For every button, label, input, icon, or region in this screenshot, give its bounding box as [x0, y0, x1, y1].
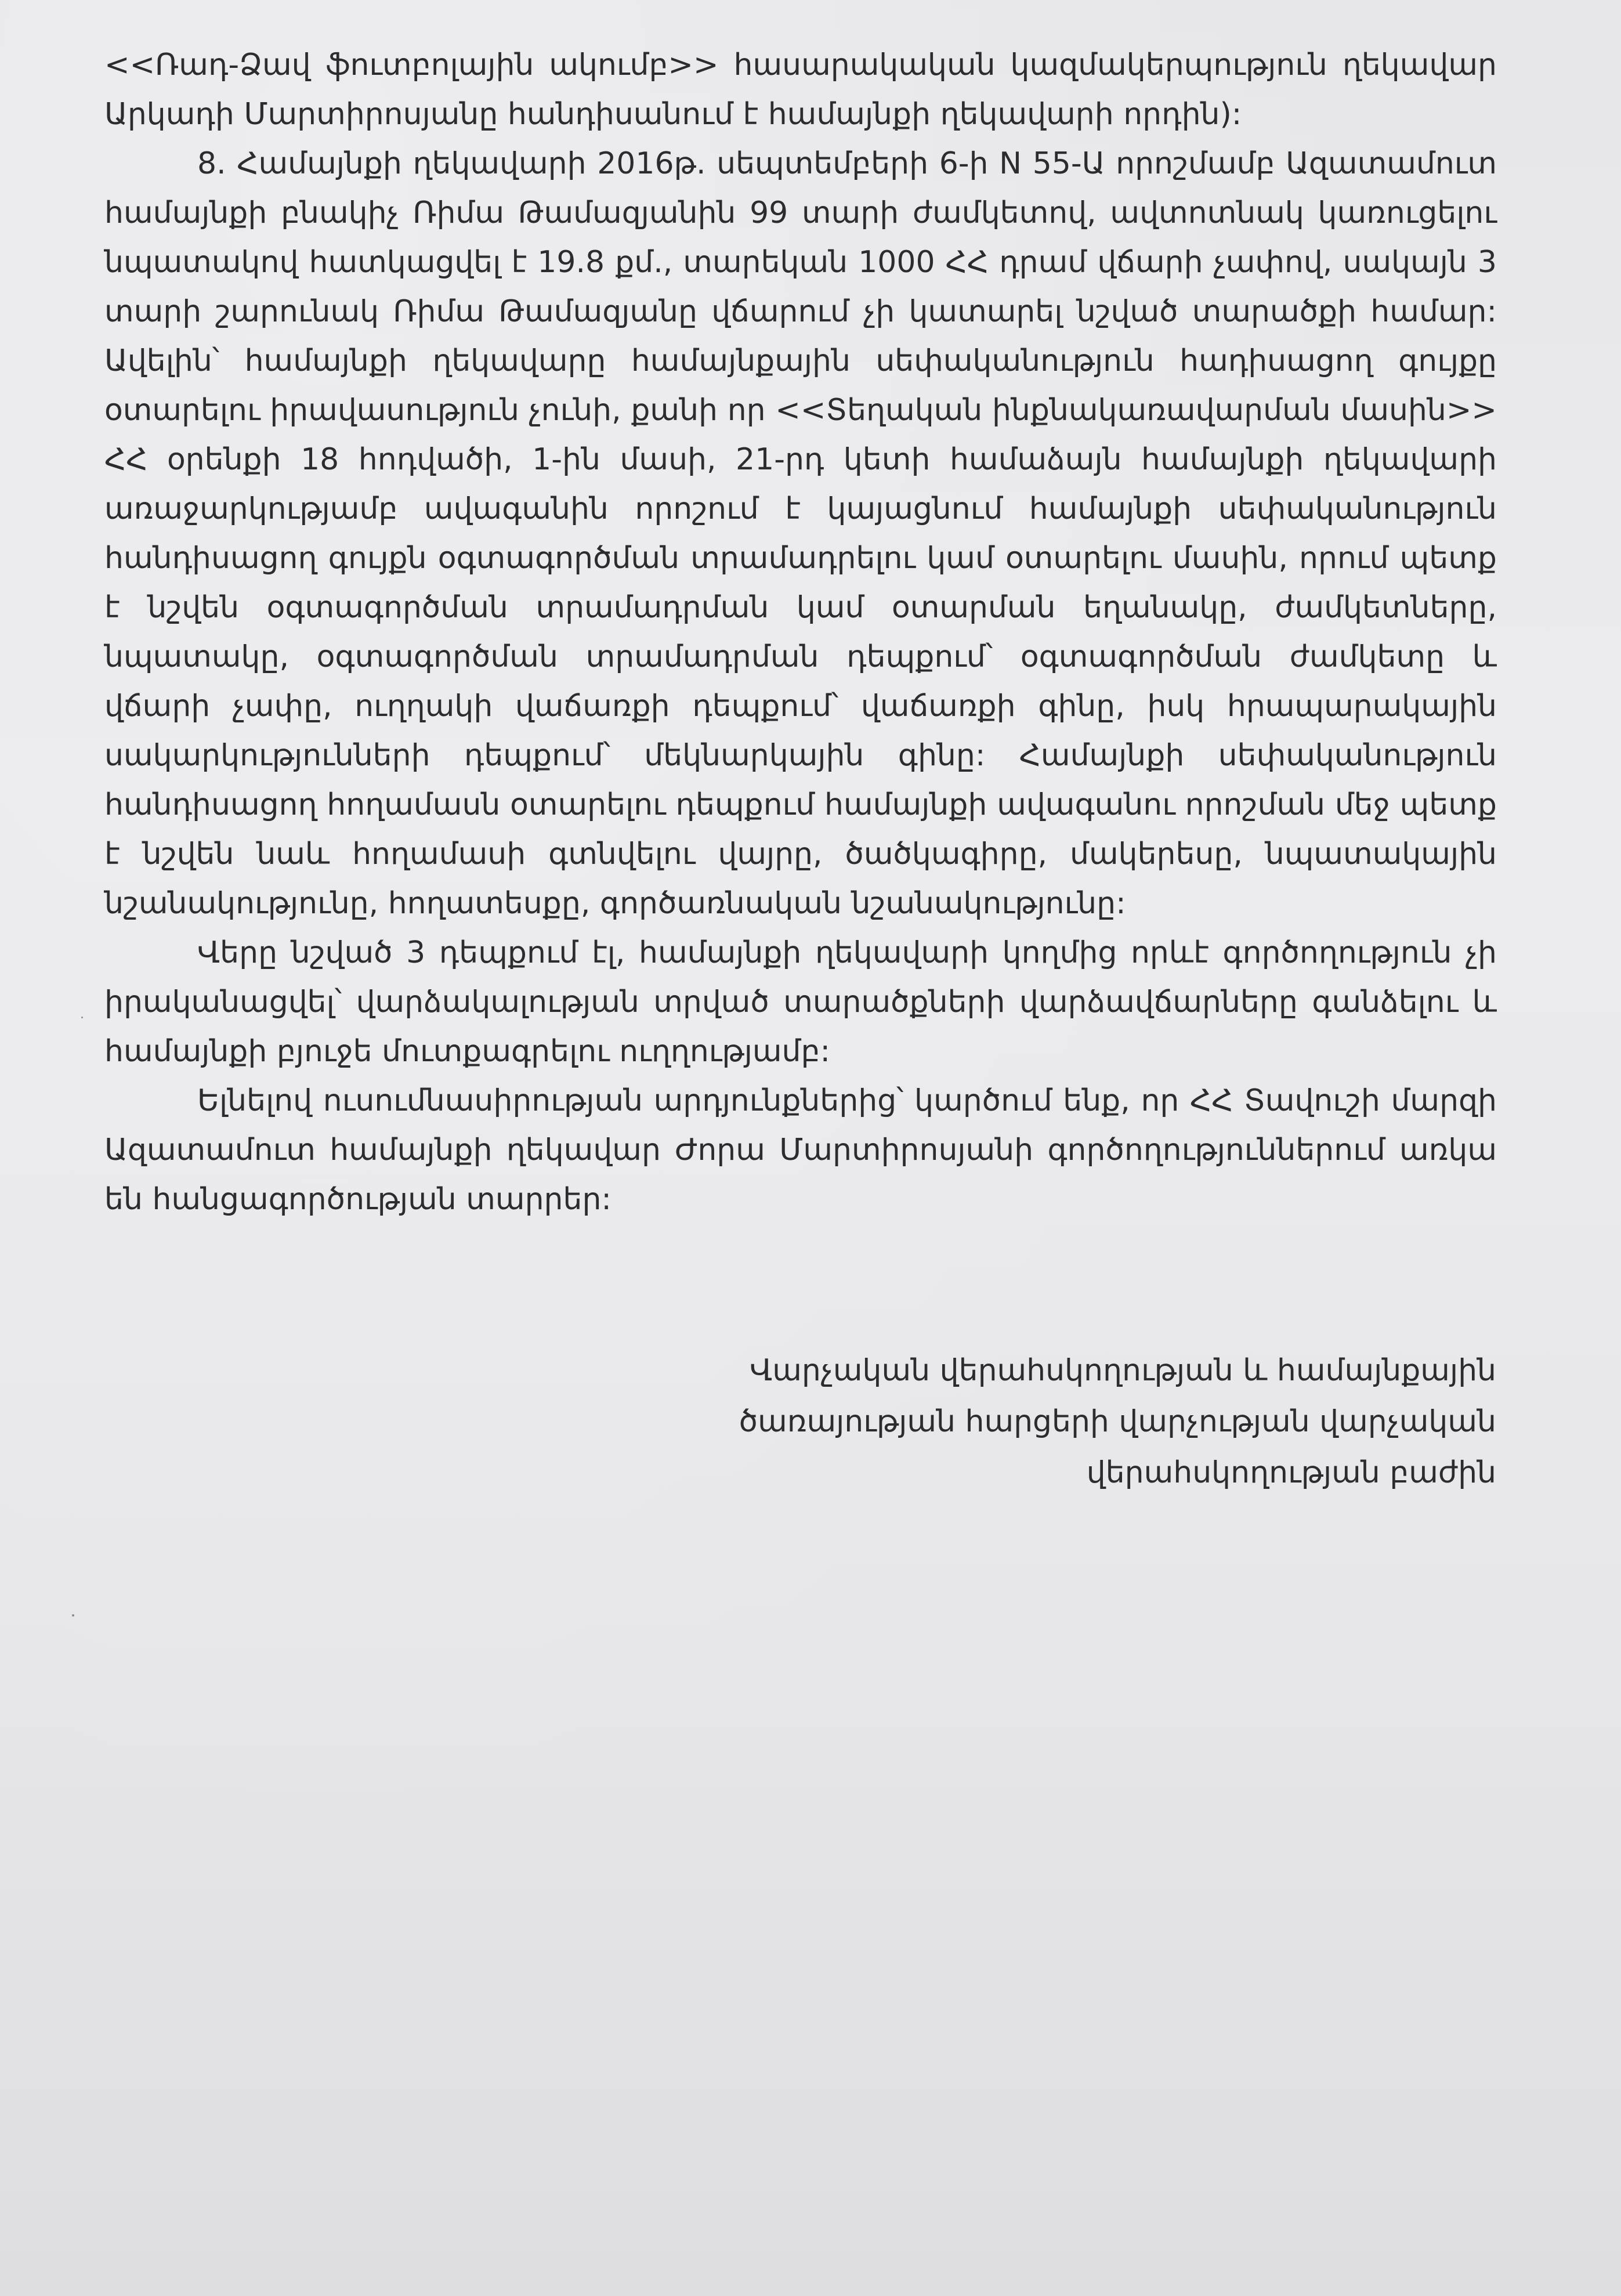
- paragraph-continuation: <<Ռադ-Ձավ ֆուտբոլային ակումբ>> հասարակական կազմակերպություն ղեկավար Արկադի Մարտիրոսյանը հանդիսանում է համայնքի ղեկավարի որդին):: [104, 48, 1497, 132]
- paper-speck: [72, 1614, 74, 1617]
- signature-line: վերահսկողության բաժին: [1086, 1455, 1496, 1490]
- signature-block: [684, 1345, 1496, 1498]
- signature-line: Վարչական վերահսկողության և համայնքային: [750, 1353, 1496, 1388]
- document-body: [104, 41, 1497, 1224]
- paragraph-three-cases: Վերը նշված 3 դեպքում էլ, համայնքի ղեկավարի կողմից որևէ գործողություն չի իրականացվել՝ վարձակալության տրված տարածքների վարձավճարները գանձելու և համայնքի բյուջե մուտքագրելու ուղղությամբ:: [104, 935, 1497, 1069]
- paragraph-conclusion: Ելնելով ուսումնասիրության արդյունքներից՝ կարծում ենք, որ ՀՀ Տավուշի մարզի Ազատամուտ համայնքի ղեկավար Ժորա Մարտիրոսյանի գործողություններում առկա են հանցագործության տարրեր:: [104, 1083, 1497, 1217]
- paper-speck: [81, 1017, 83, 1018]
- signature-line: ծառայության հարցերի վարչության վարչական: [739, 1404, 1496, 1439]
- paragraph-item-8: 8. Համայնքի ղեկավարի 2016թ. սեպտեմբերի 6-ի N 55-Ա որոշմամբ Ազատամուտ համայնքի բնակիչ Ռիմա Թամազյանին 99 տարի ժամկետով, ավտոտնակ կառուցելու նպատակով հատկացվել է 19.8 քմ., տարեկան 1000 ՀՀ դրամ վճարի չափով, սակայն 3 տարի շարունակ Ռիմա Թամազյանը վճարում չի կատարել նշված տարածքի համար: Ավելին՝ համայնքի ղեկավարը համայնքային սեփականություն հադիսացող գույքը օտարելու իրավասություն չունի, քանի որ <<Տեղական ինքնակառավարման մասին>> ՀՀ օրենքի 18 հոդվածի, 1-ին մասի, 21-րդ կետի համաձայն համայնքի ղեկավարի առաջարկությամբ ավագանին որոշում է կայացնում համայնքի սեփականություն հանդիսացող գույքն օգտագործման տրամադրելու կամ օտարելու մասին, որում պետք է նշվեն օգտագործման տրամադրման կամ օտարման եղանակը, ժամկետները, նպատակը, օգտագործման տրամադրման դեպքում՝ օգտագործման ժամկետը և վճարի չափը, ուղղակի վաճառքի դեպքում՝ վաճառքի գինը, իսկ հրապարակային սակարկությունների դեպքում՝ մեկնարկային գինը: Համայնքի սեփականություն հանդիսացող հողամասն օտարելու դեպքում համայնքի ավագանու որոշման մեջ պետք է նշվեն նաև հողամասի գտնվելու վայրը, ծածկագիրը, մակերեսը, նպատակային նշանակությունը, հողատեսքը, գործառնական նշանակությունը:: [104, 146, 1497, 921]
